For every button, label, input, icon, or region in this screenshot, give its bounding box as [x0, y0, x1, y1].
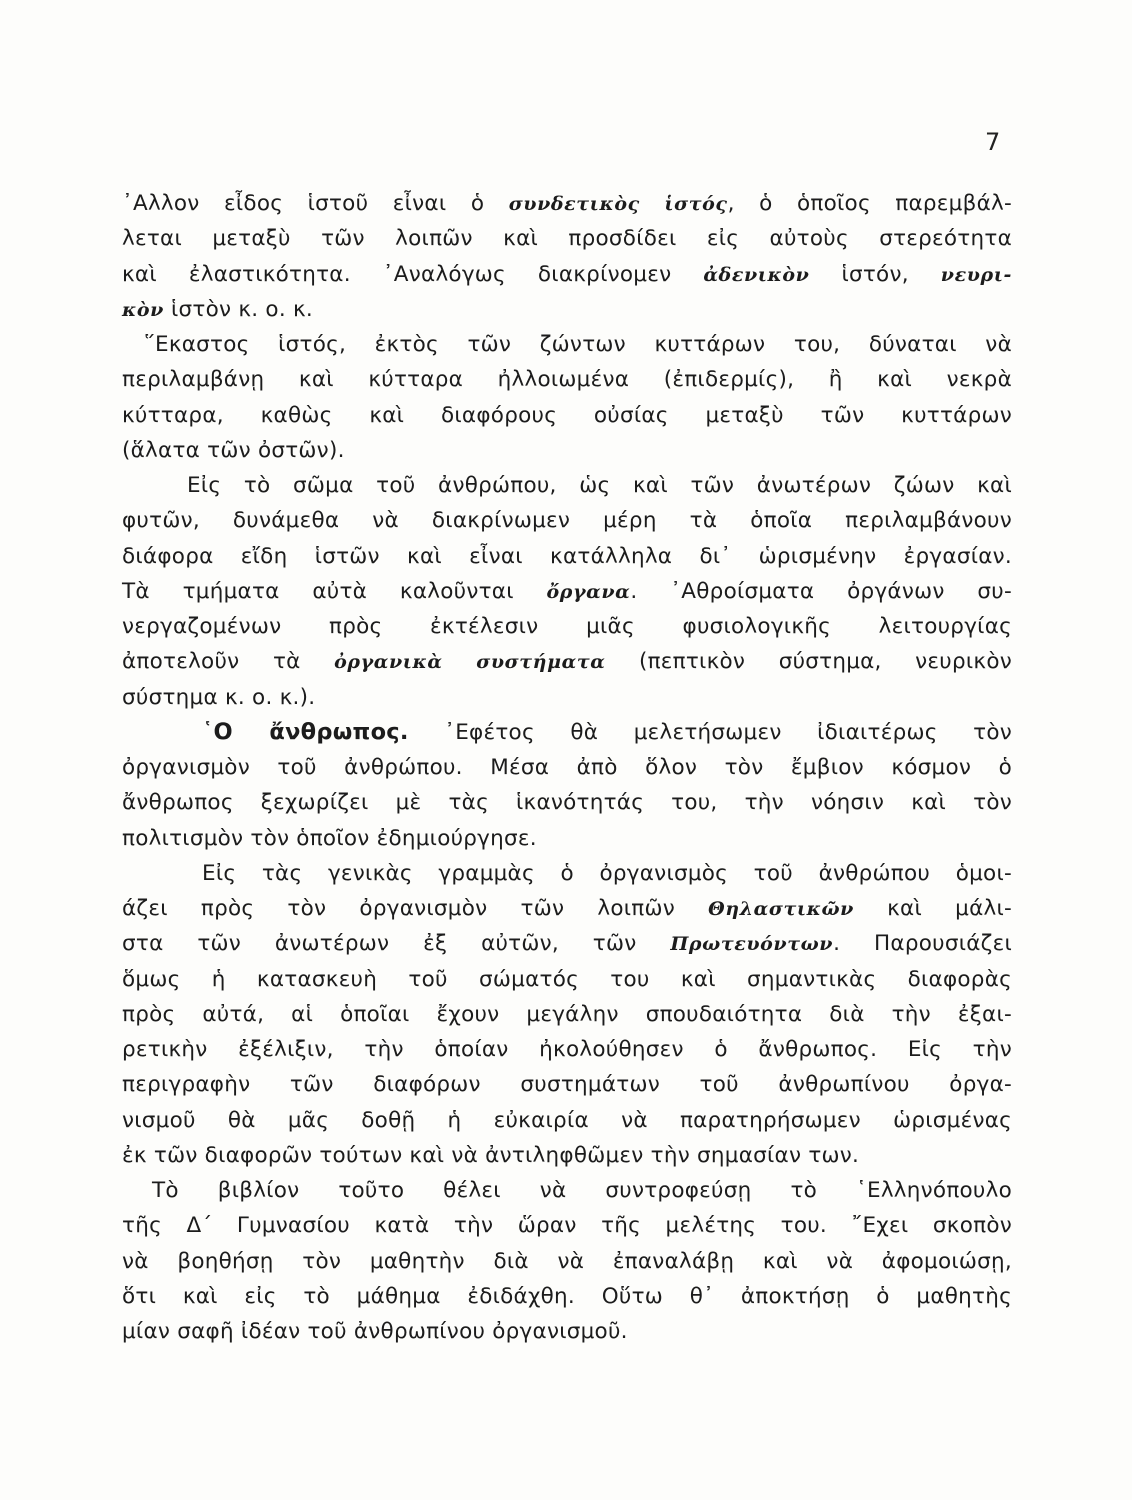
- text-run: ρετικὴν ἐξέλιξιν, τὴν ὁποίαν ἠκολούθησεν ὁ ἄνθρωπος. Εἰς τὴν: [122, 1037, 1012, 1062]
- text-line: [122, 609, 1012, 644]
- text-line: [122, 1208, 1012, 1243]
- text-line: [122, 715, 1012, 750]
- text-run: ᾿Εφέτος θὰ μελετήσωμεν ἰδιαιτέρως τὸν: [408, 719, 1012, 745]
- emphasized-term: συνδετικὸς ἱστός: [508, 193, 728, 215]
- text-run: ῞Εκαστος ἱστός, ἐκτὸς τῶν ζώντων κυττάρων του, δύναται νὰ: [144, 332, 1012, 357]
- text-line: [122, 644, 1012, 679]
- text-line: [122, 398, 1012, 433]
- text-line: [122, 1314, 1012, 1349]
- text-run: τῆς Δ΄ Γυμνασίου κατὰ τὴν ὥραν τῆς μελέτης του. ῎Εχει σκοπὸν: [122, 1213, 1012, 1239]
- emphasized-term: Θηλαστικῶν: [708, 898, 854, 920]
- text-line: [122, 1032, 1012, 1067]
- emphasized-term: ὄργανα: [546, 580, 631, 603]
- text-line: [122, 997, 1012, 1032]
- text-run: ἄνθρωπος ξεχωρίζει μὲ τὰς ἱκανότητάς του, τὴν νόησιν καὶ τὸν: [122, 790, 1012, 816]
- text-line: [122, 821, 1012, 856]
- text-line: [122, 926, 1012, 961]
- text-line: [122, 1138, 1012, 1173]
- text-run: διάφορα εἴδη ἱστῶν καὶ εἶναι κατάλληλα δι᾿ ὡρισμένην ἐργασίαν.: [122, 543, 1012, 569]
- text-run: . Παρουσιάζει: [833, 931, 1012, 957]
- text-run: πρὸς αὐτά, αἱ ὁποῖαι ἔχουν μεγάλην σπουδαιότητα διὰ τὴν ἐξαι-: [122, 1001, 1012, 1027]
- text-line: [122, 362, 1012, 397]
- text-line: [122, 1279, 1012, 1314]
- text-run: ὅτι καὶ εἰς τὸ μάθημα ἐδιδάχθη. Οὕτω θ᾿ ἀποκτήσῃ ὁ μαθητὴς: [122, 1283, 1012, 1309]
- emphasized-term: νευρι-: [940, 263, 1013, 286]
- text-run: ὅμως ἡ κατασκευὴ τοῦ σώματός του καὶ σημαντικὰς διαφορὰς: [122, 966, 1012, 992]
- text-line: [122, 292, 1012, 327]
- text-line: [122, 1244, 1012, 1279]
- text-line: [122, 1067, 1012, 1102]
- emphasized-term: ὀργανικὰ συστήματα: [334, 651, 606, 674]
- text-line: [122, 468, 1012, 503]
- text-line: [122, 856, 1012, 891]
- text-line: [122, 750, 1012, 785]
- text-run: (ἅλατα τῶν ὀστῶν).: [122, 437, 345, 463]
- text-line: [122, 221, 1012, 256]
- text-run: Τὰ τμήματα αὐτὰ καλοῦνται: [122, 578, 547, 604]
- text-line: [122, 680, 1012, 715]
- text-line: [122, 574, 1012, 609]
- emphasized-term: ἀδενικὸν: [703, 263, 810, 286]
- text-run: Τὸ βιβλίον τοῦτο θέλει νὰ συντροφεύσῃ τὸ ῾Ελληνόπουλο: [152, 1178, 1012, 1203]
- text-run: λεται μεταξὺ τῶν λοιπῶν καὶ προσδίδει εἰς αὐτοὺς στερεότητα: [122, 226, 1012, 252]
- text-run: Εἰς τὸ σῶμα τοῦ ἀνθρώπου, ὡς καὶ τῶν ἀνωτέρων ζώων καὶ: [187, 473, 1012, 498]
- text-run: , ὁ ὁποῖος παρεμβάλ-: [727, 191, 1012, 216]
- page-number: 7: [985, 128, 1001, 156]
- text-run: ἐκ τῶν διαφορῶν τούτων καὶ νὰ ἀντιληφθῶμεν τὴν σημασίαν των.: [122, 1142, 860, 1168]
- text-run: νισμοῦ θὰ μᾶς δοθῇ ἡ εὐκαιρία νὰ παρατηρήσωμεν ὡρισμένας: [122, 1107, 1012, 1133]
- text-run: καὶ μάλι-: [853, 896, 1012, 921]
- text-run: ἱστὸν κ. ο. κ.: [163, 296, 314, 322]
- text-run: μίαν σαφῆ ἰδέαν τοῦ ἀνθρωπίνου ὀργανισμοῦ.: [122, 1319, 628, 1344]
- text-line: [122, 433, 1012, 468]
- text-run: νεργαζομένων πρὸς ἐκτέλεσιν μιᾶς φυσιολογικῆς λειτουργίας: [122, 614, 1012, 639]
- text-run: πολιτισμὸν τὸν ὁποῖον ἐδημιούργησε.: [122, 825, 537, 851]
- text-line: [122, 1103, 1012, 1138]
- text-run: κύτταρα, καθὼς καὶ διαφόρους οὐσίας μεταξὺ τῶν κυττάρων: [122, 402, 1012, 428]
- text-run: ἱστόν,: [809, 261, 941, 287]
- text-line: [122, 891, 1012, 926]
- text-run: ὀργανισμὸν τοῦ ἀνθρώπου. Μέσα ἀπὸ ὅλον τὸν ἔμβιον κόσμον ὁ: [122, 755, 1012, 780]
- text-run: σύστημα κ. ο. κ.).: [122, 684, 316, 710]
- text-run: ἀποτελοῦν τὰ: [122, 649, 335, 675]
- text-run: νὰ βοηθήσῃ τὸν μαθητὴν διὰ νὰ ἐπαναλάβῃ καὶ νὰ ἀφομοιώσῃ,: [122, 1248, 1012, 1274]
- text-line: [122, 962, 1012, 997]
- body-text: [122, 186, 1012, 1349]
- text-line: [122, 257, 1012, 292]
- text-run: καὶ ἐλαστικότητα. ᾿Αναλόγως διακρίνομεν: [122, 261, 704, 287]
- emphasized-term: κὸν: [122, 298, 164, 321]
- text-run: ᾿Αλλον εἶδος ἱστοῦ εἶναι ὁ: [122, 191, 509, 216]
- text-run: στα τῶν ἀνωτέρων ἐξ αὐτῶν, τῶν: [122, 931, 671, 957]
- text-line: [122, 1173, 1012, 1208]
- text-run: . ᾿Αθροίσματα ὀργάνων συ-: [630, 578, 1012, 604]
- text-run: περιγραφὴν τῶν διαφόρων συστημάτων τοῦ ἀνθρωπίνου ὀργα-: [122, 1072, 1012, 1098]
- text-run: περιλαμβάνῃ καὶ κύτταρα ἠλλοιωμένα (ἐπιδερμίς), ἢ καὶ νεκρὰ: [122, 367, 1012, 393]
- text-line: [122, 186, 1012, 221]
- text-line: [122, 503, 1012, 538]
- text-run: (πεπτικὸν σύστημα, νευρικὸν: [605, 649, 1013, 675]
- text-line: [122, 785, 1012, 820]
- text-run: άζει πρὸς τὸν ὀργανισμὸν τῶν λοιπῶν: [122, 896, 709, 921]
- text-run: φυτῶν, δυνάμεθα νὰ διακρίνωμεν μέρη τὰ ὁποῖα περιλαμβάνουν: [122, 508, 1012, 534]
- section-heading: ῾Ο ἄνθρωπος.: [202, 718, 409, 745]
- text-line: [122, 327, 1012, 362]
- text-run: Εἰς τὰς γενικὰς γραμμὰς ὁ ὀργανισμὸς τοῦ ἀνθρώπου ὁμοι-: [202, 860, 1012, 886]
- text-line: [122, 539, 1012, 574]
- emphasized-term: Πρωτευόντων: [670, 933, 834, 956]
